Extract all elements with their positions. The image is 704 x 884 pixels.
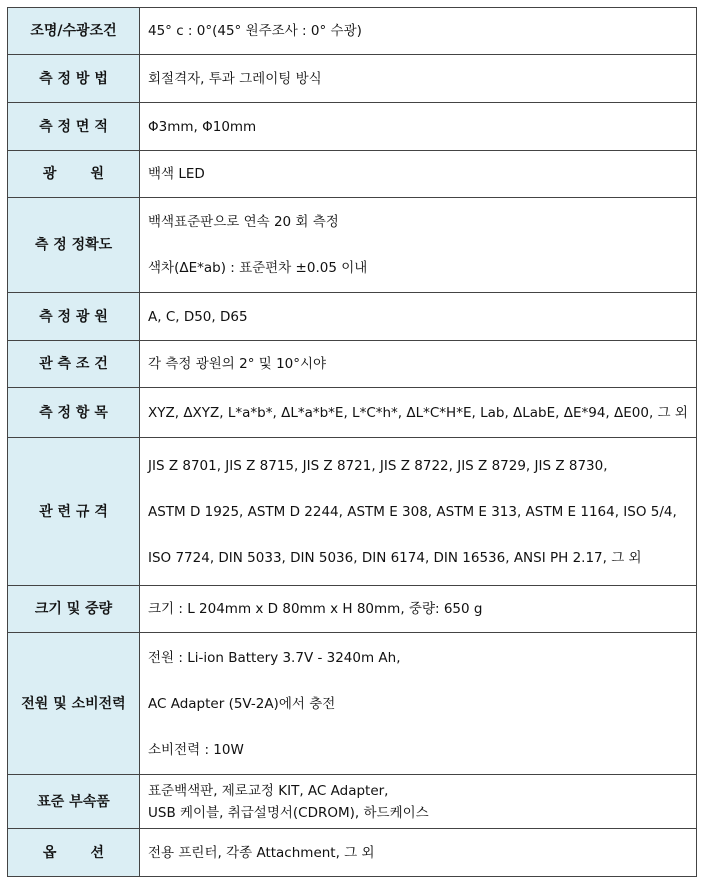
spec-label: 크기 및 중량: [8, 586, 140, 633]
spec-row-light-source: [8, 151, 697, 198]
spec-label: 광 원: [8, 151, 140, 198]
spec-value-line: 백색표준판으로 연속 20 회 측정: [148, 214, 339, 230]
spec-label: 측 정 방 법: [8, 55, 140, 103]
spec-value-line: Φ3mm, Φ10mm: [148, 118, 257, 135]
spec-value-line: 표준백색판, 제로교정 KIT, AC Adapter,: [148, 782, 389, 799]
spec-value-line: USB 케이블, 취급설명서(CDROM), 하드케이스: [148, 804, 429, 821]
spec-value-line: ASTM D 1925, ASTM D 2244, ASTM E 308, ASTM E 313, ASTM E 1164, ISO 5/4,: [148, 503, 677, 520]
spec-value: [140, 829, 697, 877]
spec-row-observer: [8, 341, 697, 388]
spec-value: [140, 341, 697, 388]
spec-value: [140, 293, 697, 341]
spec-label: 조명/수광조건: [8, 8, 140, 55]
spec-value-line: AC Adapter (5V-2A)에서 충전: [148, 695, 336, 712]
spec-value-line: 색차(ΔE*ab) : 표준편차 ±0.05 이내: [148, 260, 368, 276]
spec-label: 관 련 규 격: [8, 438, 140, 586]
spec-value-line: 각 측정 광원의 2° 및 10°시야: [148, 356, 327, 372]
spec-value-line: 45° c : 0°(45° 원주조사 : 0° 수광): [148, 23, 362, 39]
spec-value: [140, 151, 697, 198]
spec-value-line: 회절격자, 투과 그레이팅 방식: [148, 70, 322, 87]
spec-value-line: XYZ, ΔXYZ, L*a*b*, ΔL*a*b*E, L*C*h*, ΔL*C*H*E, Lab, ΔLabE, ΔE*94, ΔE00, 그 외: [148, 404, 688, 421]
spec-value: [140, 8, 697, 55]
spec-value: [140, 633, 697, 775]
spec-value-line: 백색 LED: [148, 166, 205, 182]
spec-label: 측 정 광 원: [8, 293, 140, 341]
spec-row-illuminants: [8, 293, 697, 341]
spec-label: 표준 부속품: [8, 775, 140, 829]
spec-row-standards: [8, 438, 697, 586]
spec-value: [140, 438, 697, 586]
spec-value-line: 전용 프린터, 각종 Attachment, 그 외: [148, 844, 375, 861]
spec-value-line: 크기 : L 204mm x D 80mm x H 80mm, 중량: 650 g: [148, 601, 483, 617]
spec-value-line: ISO 7724, DIN 5033, DIN 5036, DIN 6174, DIN 16536, ANSI PH 2.17, 그 외: [148, 549, 642, 566]
spec-label: 측 정 항 목: [8, 388, 140, 438]
spec-row-illumination: [8, 8, 697, 55]
spec-table: [7, 7, 697, 877]
spec-value: [140, 198, 697, 293]
spec-value: [140, 103, 697, 151]
spec-value-line: JIS Z 8701, JIS Z 8715, JIS Z 8721, JIS Z 8722, JIS Z 8729, JIS Z 8730,: [148, 457, 608, 474]
spec-value-line: 전원 : Li-ion Battery 3.7V - 3240m Ah,: [148, 649, 401, 666]
spec-value: [140, 775, 697, 829]
spec-label: 측 정 정확도: [8, 198, 140, 293]
spec-label: 옵 션: [8, 829, 140, 877]
spec-row-area: [8, 103, 697, 151]
spec-value: [140, 55, 697, 103]
spec-row-method: [8, 55, 697, 103]
spec-row-power: [8, 633, 697, 775]
spec-row-accuracy: [8, 198, 697, 293]
spec-label: 전원 및 소비전력: [8, 633, 140, 775]
spec-row-size-weight: [8, 586, 697, 633]
spec-value-line: 소비전력 : 10W: [148, 741, 244, 758]
spec-row-accessories: [8, 775, 697, 829]
spec-label: 관 측 조 건: [8, 341, 140, 388]
spec-row-items: [8, 388, 697, 438]
spec-value: [140, 586, 697, 633]
spec-label: 측 정 면 적: [8, 103, 140, 151]
spec-row-options: [8, 829, 697, 877]
spec-value: [140, 388, 697, 438]
spec-value-line: A, C, D50, D65: [148, 308, 248, 325]
